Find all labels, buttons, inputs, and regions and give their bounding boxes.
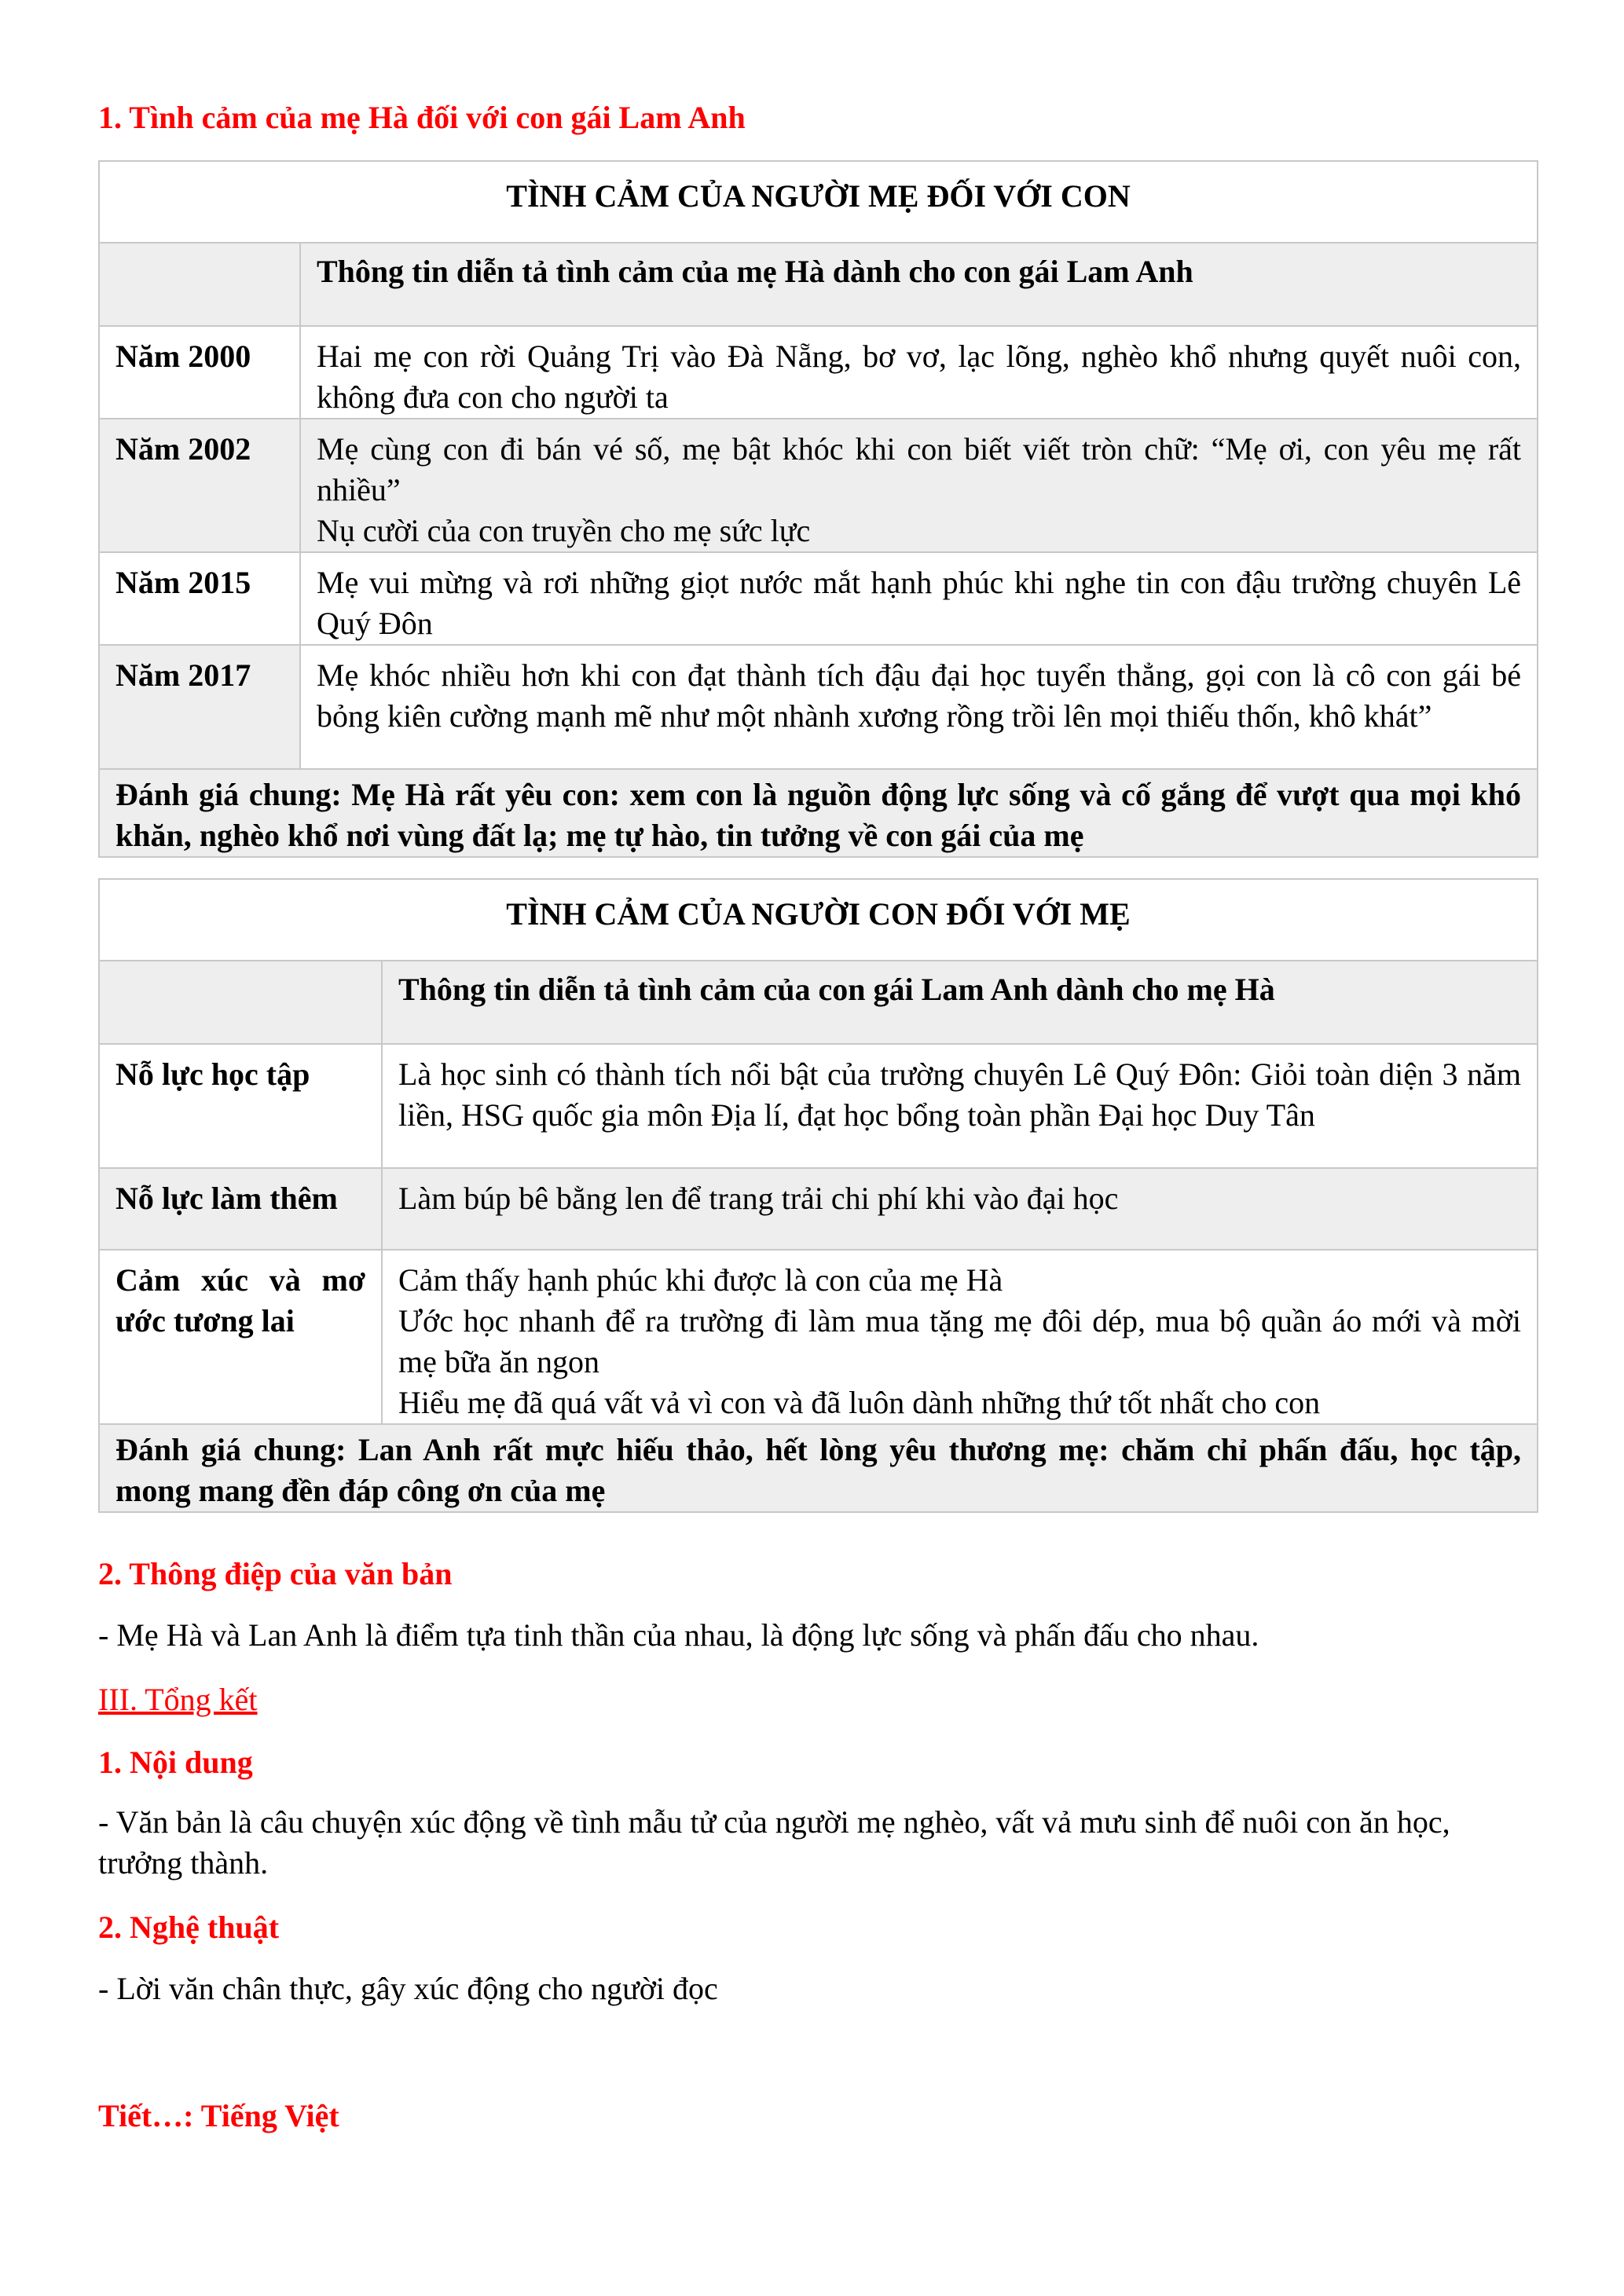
row-label: Nỗ lực học tập bbox=[99, 1044, 382, 1168]
table-row bbox=[99, 552, 1538, 645]
section2-heading: 2. Thông điệp của văn bản bbox=[98, 1556, 453, 1591]
table-row bbox=[99, 1168, 1538, 1250]
row-text-cell bbox=[382, 1250, 1538, 1424]
row-text: Cảm thấy hạnh phúc khi được là con của mẹ Hà bbox=[398, 1262, 1003, 1298]
table-summary: Đánh giá chung: Lan Anh rất mực hiếu thảo, hết lòng yêu thương mẹ: chăm chỉ phấn đấu, học tập, mong mang đền đáp công ơn của mẹ bbox=[99, 1424, 1538, 1512]
art-text: - Lời văn chân thực, gây xúc động cho người đọc bbox=[98, 1971, 718, 2006]
row-text-extra: Ước học nhanh để ra trường đi làm mua tặng mẹ đôi dép, mua bộ quần áo mới và mời mẹ bữa ăn ngon bbox=[398, 1303, 1522, 1379]
content-text: - Văn bản là câu chuyện xúc động về tình mẫu tử của người mẹ nghèo, vất vả mưu sinh để nuôi con ăn học, trưởng thành. bbox=[98, 1804, 1450, 1880]
mother-feelings-table bbox=[98, 160, 1538, 858]
table-title: TÌNH CẢM CỦA NGƯỜI CON ĐỐI VỚI MẸ bbox=[99, 879, 1538, 961]
table-header: Thông tin diễn tả tình cảm của con gái Lam Anh dành cho mẹ Hà bbox=[382, 961, 1538, 1044]
child-feelings-table bbox=[98, 878, 1538, 1513]
table-header-empty-cell bbox=[99, 961, 382, 1044]
next-lesson-heading: Tiết…: Tiếng Việt bbox=[98, 2098, 339, 2133]
row-text: Mẹ vui mừng và rơi những giọt nước mắt hạnh phúc khi nghe tin con đậu trường chuyên Lê Quý Đôn bbox=[300, 552, 1538, 645]
row-label: Năm 2015 bbox=[99, 552, 300, 645]
row-text: Hai mẹ con rời Quảng Trị vào Đà Nẵng, bơ vơ, lạc lõng, nghèo khổ nhưng quyết nuôi con, không đưa con cho người ta bbox=[300, 326, 1538, 419]
table-header-empty-cell bbox=[99, 243, 300, 326]
section1-heading: 1. Tình cảm của mẹ Hà đối với con gái Lam Anh bbox=[98, 100, 746, 135]
row-text: Mẹ cùng con đi bán vé số, mẹ bật khóc khi con biết viết tròn chữ: “Mẹ ơi, con yêu mẹ rất nhiều” bbox=[317, 431, 1522, 507]
row-label: Cảm xúc và mơ ước tương lai bbox=[99, 1250, 382, 1424]
table-row bbox=[99, 419, 1538, 552]
table-title: TÌNH CẢM CỦA NGƯỜI MẸ ĐỐI VỚI CON bbox=[99, 161, 1538, 243]
row-label: Năm 2017 bbox=[99, 645, 300, 769]
section2-text: - Mẹ Hà và Lan Anh là điểm tựa tinh thần của nhau, là động lực sống và phấn đấu cho nhau. bbox=[98, 1617, 1259, 1653]
row-text: Là học sinh có thành tích nổi bật của trường chuyên Lê Quý Đôn: Giỏi toàn diện 3 năm liền, HSG quốc gia môn Địa lí, đạt học bổng toàn phần Đại học Duy Tân bbox=[382, 1044, 1538, 1168]
table-row bbox=[99, 326, 1538, 419]
art-heading: 2. Nghệ thuật bbox=[98, 1910, 280, 1945]
row-text-extra: Nụ cười của con truyền cho mẹ sức lực bbox=[317, 513, 811, 548]
row-label: Nỗ lực làm thêm bbox=[99, 1168, 382, 1250]
row-text: Mẹ khóc nhiều hơn khi con đạt thành tích đậu đại học tuyển thẳng, gọi con là cô con gái bé bỏng kiên cường mạnh mẽ như một nhành xương rồng trồi lên mọi thiếu thốn, khô khát” bbox=[300, 645, 1538, 769]
row-text-cell bbox=[300, 419, 1538, 552]
row-label: Năm 2000 bbox=[99, 326, 300, 419]
table-summary: Đánh giá chung: Mẹ Hà rất yêu con: xem con là nguồn động lực sống và cố gắng để vượt qua mọi khó khăn, nghèo khổ nơi vùng đất lạ; mẹ tự hào, tin tưởng về con gái của mẹ bbox=[99, 769, 1538, 857]
content-heading: 1. Nội dung bbox=[98, 1745, 253, 1780]
summary-heading-link[interactable]: III. Tổng kết bbox=[98, 1682, 258, 1717]
row-text: Làm búp bê bằng len để trang trải chi phí khi vào đại học bbox=[382, 1168, 1538, 1250]
row-text-extra: Hiểu mẹ đã quá vất vả vì con và đã luôn dành những thứ tốt nhất cho con bbox=[398, 1385, 1321, 1420]
table-row bbox=[99, 1250, 1538, 1424]
row-label: Năm 2002 bbox=[99, 419, 300, 552]
table-row bbox=[99, 645, 1538, 769]
table-row bbox=[99, 1044, 1538, 1168]
table-header: Thông tin diễn tả tình cảm của mẹ Hà dành cho con gái Lam Anh bbox=[300, 243, 1538, 326]
